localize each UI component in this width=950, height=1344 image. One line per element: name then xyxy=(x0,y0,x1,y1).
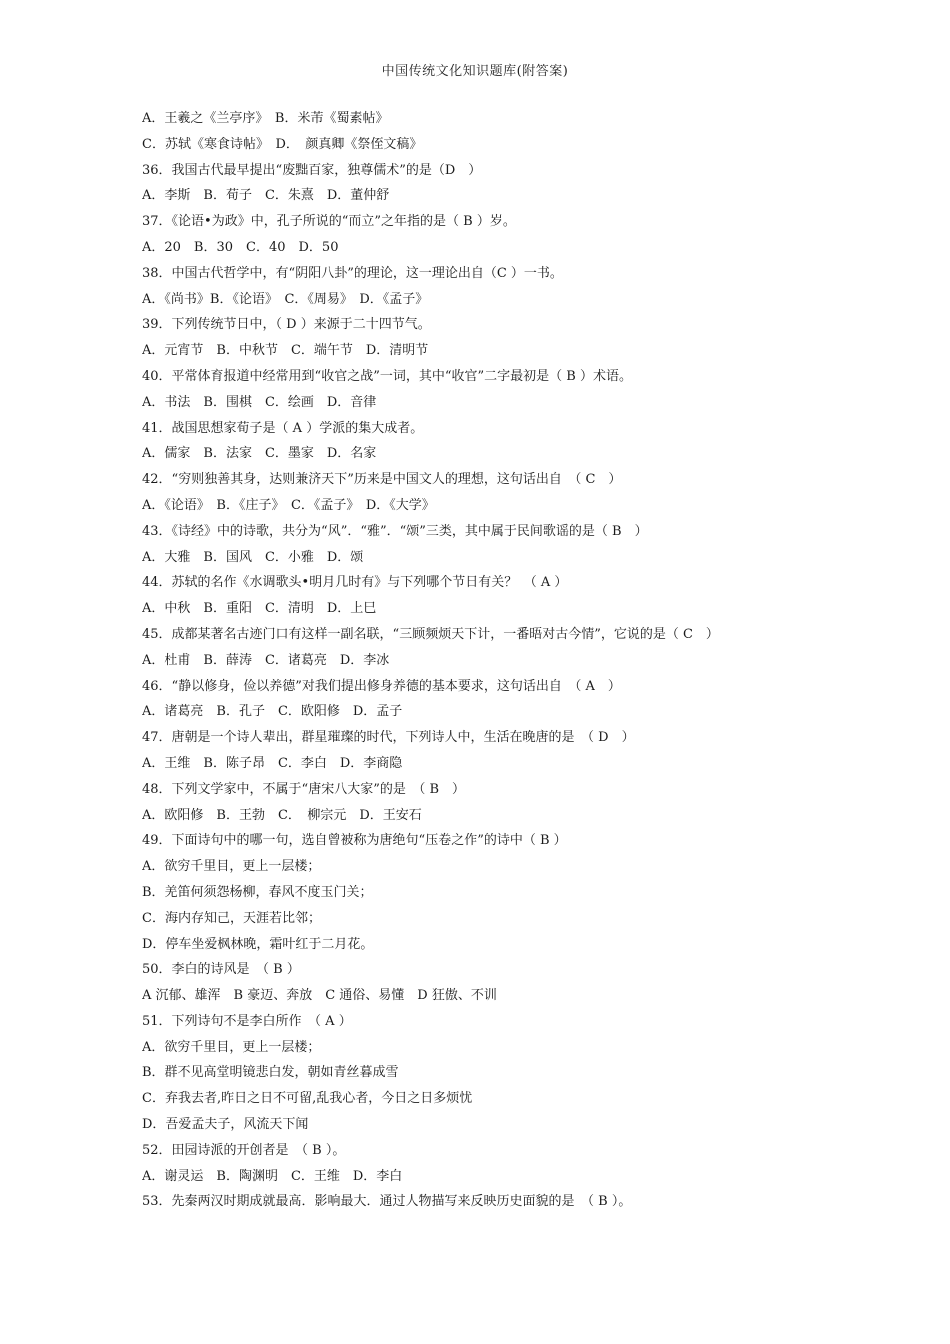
text-line: B．群不见高堂明镜悲白发，朝如青丝暮成雪 xyxy=(142,1065,399,1081)
text-line: 45．成都某著名古迹门口有这样一副名联，“三顾频烦天下计，一番晤对古今情”，它说的是（ C ） xyxy=(142,626,719,642)
text-line: A．欲穷千里目，更上一层楼； xyxy=(142,1039,321,1055)
text-line: A．谢灵运 B．陶渊明 C．王维 D．李白 xyxy=(142,1168,403,1184)
text-line: A．20 B．30 C．40 D．50 xyxy=(142,239,339,255)
text-line: 50．李白的诗风是 （ B ） xyxy=(142,962,300,978)
text-line: A．欧阳修 B．王勃 C． 柳宗元 D．王安石 xyxy=(142,807,422,823)
text-line: 51．下列诗句不是李白所作 （ A ） xyxy=(142,1013,352,1029)
text-line: 46．“静以修身，俭以养德”对我们提出修身养德的基本要求，这句话出自 （ A ） xyxy=(142,678,621,694)
text-line: A．王羲之《兰亭序》 B．米芾《蜀素帖》 xyxy=(142,111,389,126)
text-line: A 沉郁、雄浑 B 豪迈、奔放 C 通俗、易懂 D 狂傲、不训 xyxy=(142,988,497,1004)
text-line: 52．田园诗派的开创者是 （ B ）。 xyxy=(142,1142,346,1158)
text-line: C．苏轼《寒食诗帖》 D． 颜真卿《祭侄文稿》 xyxy=(142,136,423,152)
text-line: A．欲穷千里目，更上一层楼； xyxy=(142,859,321,875)
text-line: A．《论语》 B．《庄子》 C．《孟子》 D．《大学》 xyxy=(142,497,435,513)
question-list xyxy=(142,106,822,1215)
text-line: 39．下列传统节日中，（ D ）来源于二十四节气。 xyxy=(142,317,431,333)
text-line: A．诸葛亮 B．孔子 C．欧阳修 D．孟子 xyxy=(142,704,403,720)
text-line: 37．《论语•为政》中，孔子所说的“而立”之年指的是（ B ）岁。 xyxy=(142,214,516,230)
text-line: 41．战国思想家荀子是（ A ）学派的集大成者。 xyxy=(142,420,424,436)
text-line: A．中秋 B．重阳 C．清明 D．上巳 xyxy=(142,601,377,617)
text-line: 38．中国古代哲学中，有“阴阳八卦”的理论，这一理论出自（C ）一书。 xyxy=(142,265,563,281)
text-line: 36．我国古代最早提出“废黜百家，独尊儒术”的是（D ） xyxy=(142,162,482,178)
text-line: 48．下列文学家中，不属于“唐宋八大家”的是 （ B ） xyxy=(142,781,466,797)
text-line: 53．先秦两汉时期成就最高．影响最大．通过人物描写来反映历史面貌的是 （ B ）。 xyxy=(142,1194,632,1210)
text-line: 47．唐朝是一个诗人辈出，群星璀璨的时代，下列诗人中，生活在晚唐的是 （ D ） xyxy=(142,730,635,746)
text-line: A．元宵节 B．中秋节 C．端午节 D．清明节 xyxy=(142,343,429,359)
text-line: B．羌笛何须怨杨柳，春风不度玉门关； xyxy=(142,884,373,900)
text-line: A．杜甫 B．薛涛 C．诸葛亮 D．李冰 xyxy=(142,652,390,668)
text-line: 44．苏轼的名作《水调歌头•明月几时有》与下列哪个节日有关？ （ A ） xyxy=(142,575,568,591)
text-line: 49．下面诗句中的哪一句，选自曾被称为唐绝句“压卷之作”的诗中（ B ） xyxy=(142,833,567,849)
text-line: A．儒家 B．法家 C．墨家 D．名家 xyxy=(142,446,377,462)
text-line: C．弃我去者,昨日之日不可留,乱我心者，今日之日多烦忧 xyxy=(142,1091,473,1107)
text-line: A．李斯 B．荀子 C．朱熹 D．董仲舒 xyxy=(142,188,390,204)
text-line: 43．《诗经》中的诗歌，共分为“风”．“雅”．“颂”三类，其中属于民间歌谣的是（ B ） xyxy=(142,523,648,539)
text-line: C．海内存知己，天涯若比邻； xyxy=(142,910,321,926)
text-line: D．停车坐爱枫林晚，霜叶红于二月花。 xyxy=(142,936,374,952)
text-line: 40．平常体育报道中经常用到“收官之战”一词，其中“收官”二字最初是（ B ）术语。 xyxy=(142,368,632,384)
text-line: D．吾爱孟夫子，风流天下闻 xyxy=(142,1117,309,1133)
page-header-title: 中国传统文化知识题库(附答案) xyxy=(381,64,569,79)
text-line: 42．“穷则独善其身，达则兼济天下”历来是中国文人的理想，这句话出自 （ C ） xyxy=(142,472,622,488)
text-line: A．王维 B．陈子昂 C．李白 D．李商隐 xyxy=(142,755,403,771)
text-line: A．《尚书》B．《论语》 C．《周易》 D．《孟子》 xyxy=(142,291,429,307)
text-line: A．书法 B．围棋 C．绘画 D．音律 xyxy=(142,394,377,410)
text-line: A．大雅 B．国风 C．小雅 D．颂 xyxy=(142,549,364,565)
